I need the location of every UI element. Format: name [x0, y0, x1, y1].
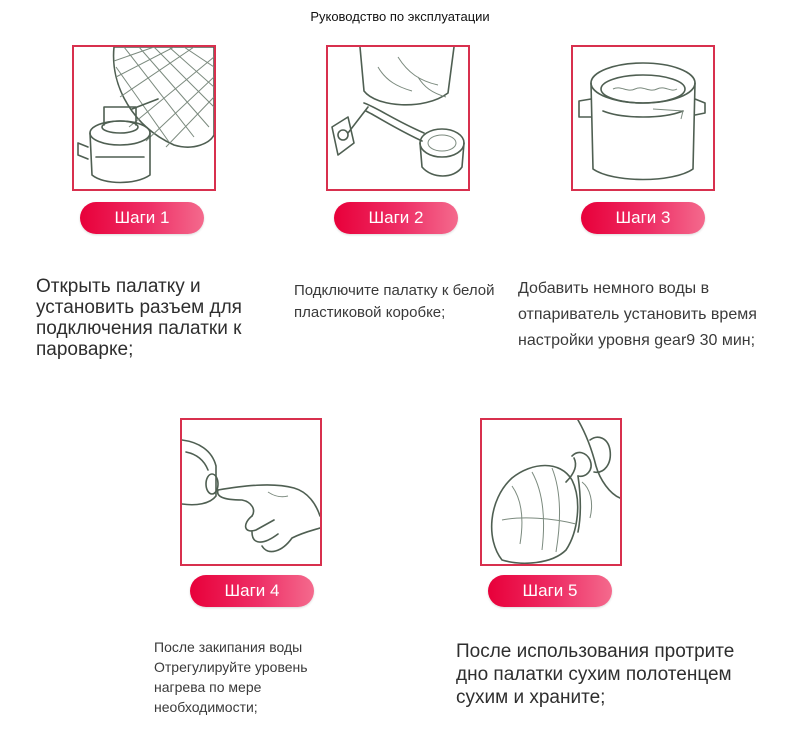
step-3-badge: [581, 202, 705, 234]
step-5-label: Шаги 5: [522, 581, 578, 600]
step-5-illustration: [480, 418, 622, 566]
step-2-illustration: [326, 45, 470, 191]
step-3-description: Добавить немного воды в отпариватель установить время настройки уровня gear9 30 мин;: [518, 280, 757, 349]
step-1-illustration: [72, 45, 216, 191]
steamer-tent-connector-drawing: [74, 47, 214, 189]
step-1-badge: [80, 202, 204, 234]
step-1-label: Шаги 1: [114, 208, 170, 227]
step-3-illustration: [571, 45, 715, 191]
step-4-label: Шаги 4: [224, 581, 280, 600]
page-title: Руководство по эксплуатации: [310, 9, 490, 24]
folded-tent-drawing: [482, 420, 620, 564]
step-1-description: Открыть палатку и установить разъем для подключения палатки к пароварке;: [36, 276, 242, 360]
step-4-badge: [190, 575, 314, 607]
tent-hose-box-drawing: [328, 47, 468, 189]
step-5-badge: [488, 575, 612, 607]
finger-button-drawing: [182, 420, 320, 564]
step-2-label: Шаги 2: [368, 208, 424, 227]
step-5-description: После использования протрите дно палатки сухим полотенцем сухим и храните;: [456, 641, 735, 708]
steamer-water-drawing: [573, 47, 713, 189]
step-3-label: Шаги 3: [615, 208, 671, 227]
step-4-description: После закипания воды Отрегулируйте уровень нагрева по мере необходимости;: [154, 639, 308, 715]
step-2-badge: [334, 202, 458, 234]
step-2-description: Подключите палатку к белой пластиковой коробке;: [294, 282, 495, 321]
step-4-illustration: [180, 418, 322, 566]
